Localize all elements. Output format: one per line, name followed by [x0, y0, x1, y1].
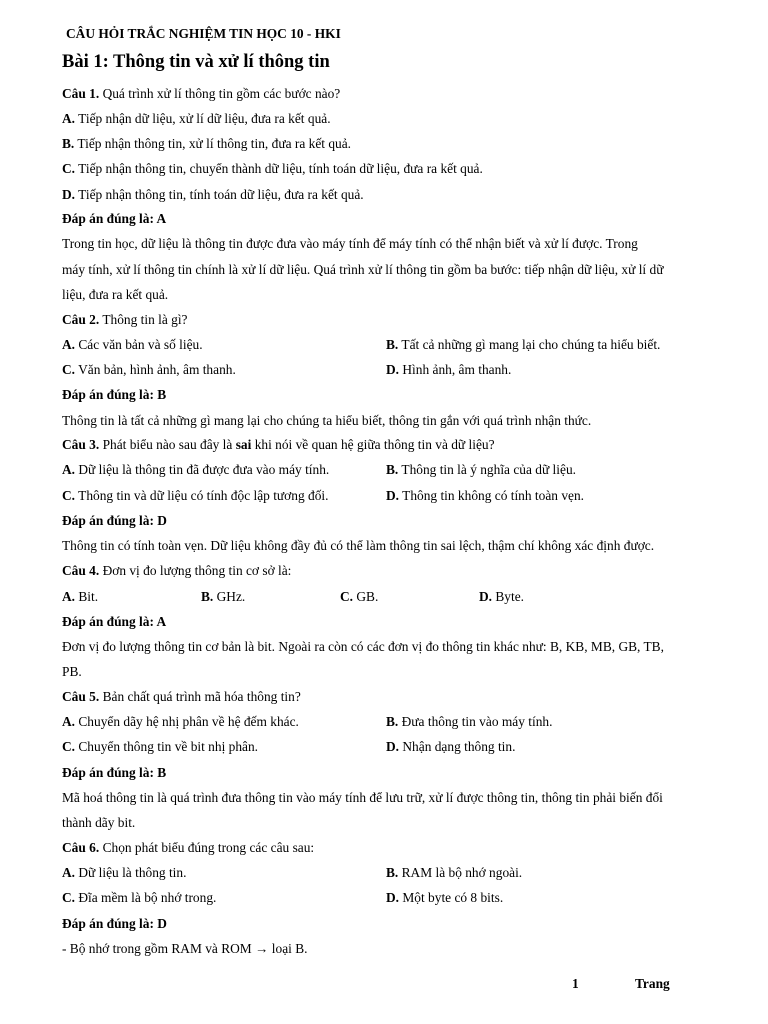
q6-options-row-1 [62, 865, 762, 881]
q4-explanation-line-2: PB. [62, 664, 82, 679]
q6-option-d: D. Một byte có 8 bits. [386, 890, 504, 905]
q3-answer: Đáp án đúng là: D [62, 513, 167, 528]
q4-option-b: B. GHz. [201, 589, 246, 604]
page-number: 1 [572, 976, 579, 991]
q1-answer: Đáp án đúng là: A [62, 211, 167, 226]
q1-option-c: C. Tiếp nhận thông tin, chuyển thành dữ liệu, tính toán dữ liệu, đưa ra kết quả. [62, 161, 483, 176]
q5-explanation-line-2: thành dãy bit. [62, 815, 136, 830]
q1-option-b: B. Tiếp nhận thông tin, xử lí thông tin, đưa ra kết quả. [62, 136, 352, 151]
question-3: Câu 3. Phát biểu nào sau đây là sai khi nói về quan hệ giữa thông tin và dữ liệu? [62, 437, 495, 452]
q2-explanation-line-1: Thông tin là tất cả những gì mang lại cho chúng ta hiểu biết, thông tin gắn với quá trình nhận thức. [62, 413, 592, 428]
q2-option-c: C. Văn bản, hình ảnh, âm thanh. [62, 362, 236, 377]
q3-option-b: B. Thông tin là ý nghĩa của dữ liệu. [386, 462, 576, 477]
q6-explanation-line-1: - Bộ nhớ trong gồm RAM và ROM → loại B. [62, 941, 308, 956]
q5-option-c: C. Chuyển thông tin về bit nhị phân. [62, 739, 259, 754]
q1-explanation-line-1: Trong tin học, dữ liệu là thông tin được đưa vào máy tính để máy tính có thể nhận biết và xử lí được. Trong [62, 236, 638, 251]
q2-option-a: A. Các văn bản và số liệu. [62, 337, 203, 352]
q1-explanation-line-2: máy tính, xử lí thông tin chính là xử lí dữ liệu. Quá trình xử lí thông tin gồm ba bước: tiếp nhận dữ liệu, xử lí dữ [62, 262, 664, 277]
q6-option-a: A. Dữ liệu là thông tin. [62, 865, 187, 880]
q3-explanation-line-1: Thông tin có tính toàn vẹn. Dữ liệu không đầy đủ có thể làm thông tin sai lệch, thậm chí không xác định được. [62, 538, 655, 553]
q5-option-d: D. Nhận dạng thông tin. [386, 739, 516, 754]
q3-options-row-1 [62, 462, 762, 478]
q4-option-c: C. GB. [340, 589, 379, 604]
q3-option-c: C. Thông tin và dữ liệu có tính độc lập tương đối. [62, 488, 329, 503]
q3-option-a: A. Dữ liệu là thông tin đã được đưa vào máy tính. [62, 462, 330, 477]
q2-answer: Đáp án đúng là: B [62, 387, 167, 402]
question-5: Câu 5. Bản chất quá trình mã hóa thông tin? [62, 689, 301, 704]
q5-option-b: B. Đưa thông tin vào máy tính. [386, 714, 553, 729]
q3-options-row-2 [62, 488, 762, 504]
document-header: CÂU HỎI TRẮC NGHIỆM TIN HỌC 10 - HKI [66, 26, 341, 41]
question-6: Câu 6. Chọn phát biểu đúng trong các câu sau: [62, 840, 315, 855]
q1-option-a: A. Tiếp nhận dữ liệu, xử lí dữ liệu, đưa ra kết quả. [62, 111, 331, 126]
q4-option-d: D. Byte. [479, 589, 525, 604]
q3-option-d: D. Thông tin không có tính toàn vẹn. [386, 488, 585, 503]
q2-option-b: B. Tất cả những gì mang lại cho chúng ta hiểu biết. [386, 337, 661, 352]
q6-option-c: C. Đĩa mềm là bộ nhớ trong. [62, 890, 217, 905]
q6-option-b: B. RAM là bộ nhớ ngoài. [386, 865, 523, 880]
q5-options-row-2 [62, 739, 762, 755]
q2-options-row-2 [62, 362, 762, 378]
q5-answer: Đáp án đúng là: B [62, 765, 167, 780]
q6-answer: Đáp án đúng là: D [62, 916, 167, 931]
q4-option-a: A. Bit. [62, 589, 99, 604]
q2-options-row-1 [62, 337, 762, 353]
q2-option-d: D. Hình ảnh, âm thanh. [386, 362, 512, 377]
question-2: Câu 2. Thông tin là gì? [62, 312, 188, 327]
question-1: Câu 1. Quá trình xử lí thông tin gồm các bước nào? [62, 86, 341, 101]
q5-option-a: A. Chuyển dãy hệ nhị phân về hệ đếm khác. [62, 714, 299, 729]
question-4: Câu 4. Đơn vị đo lượng thông tin cơ sở là: [62, 563, 292, 578]
q4-explanation-line-1: Đơn vị đo lượng thông tin cơ bản là bit. Ngoài ra còn có các đơn vị đo thông tin khác như: B, KB, MB, GB, TB, [62, 639, 664, 654]
q1-option-d: D. Tiếp nhận thông tin, tính toán dữ liệu, đưa ra kết quả. [62, 187, 364, 202]
q4-answer: Đáp án đúng là: A [62, 614, 167, 629]
lesson-title: Bài 1: Thông tin và xử lí thông tin [62, 52, 330, 72]
q6-options-row-2 [62, 890, 762, 906]
q1-explanation-line-3: liệu, đưa ra kết quả. [62, 287, 169, 302]
q4-options-row [62, 589, 762, 605]
q5-explanation-line-1: Mã hoá thông tin là quá trình đưa thông tin vào máy tính để lưu trữ, xử lí được thông tin, thông tin phải biến đổi [62, 790, 663, 805]
page-label: Trang [635, 976, 670, 991]
q5-options-row-1 [62, 714, 762, 730]
